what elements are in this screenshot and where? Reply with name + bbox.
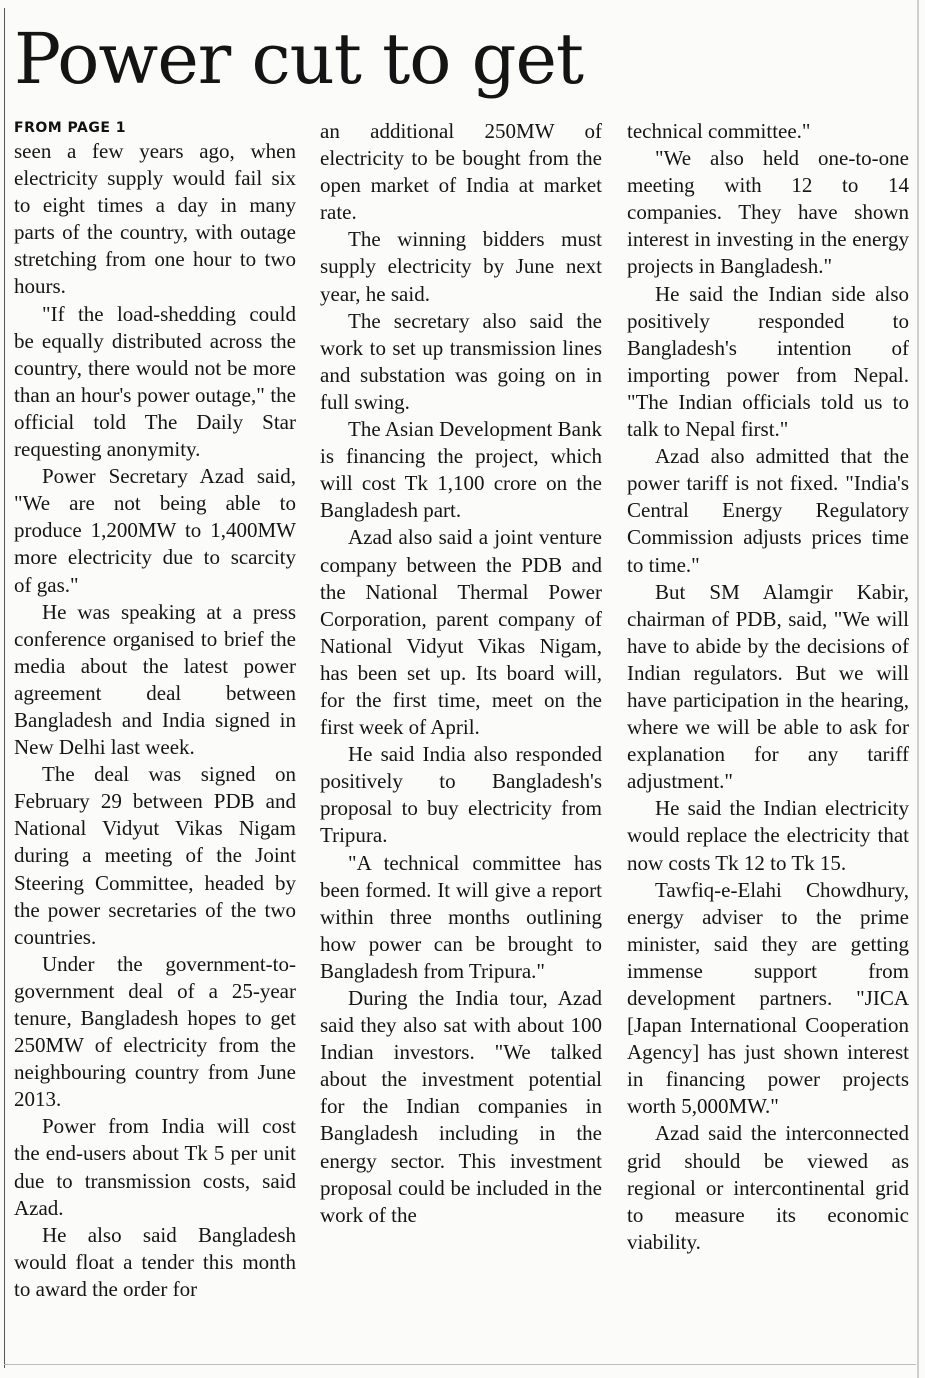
paragraph: Azad said the interconnected grid should be viewed as regional or intercontinental grid to measure its economic viability. <box>627 1121 909 1254</box>
from-page-kicker: FROM PAGE 1 <box>14 120 127 136</box>
paragraph: Under the government-to-government deal of a 25-year tenure, Bangladesh hopes to get 250MW of electricity from the neighbouring country from June 2013. <box>14 951 296 1112</box>
paragraph: seen a few years ago, when electricity supply would fail six to eight times a day in many parts of the country, with outage stretching from one hour to two hours. <box>14 139 296 299</box>
headline: Power cut to get <box>14 18 584 100</box>
bottom-rule <box>4 1364 916 1365</box>
article-column-2 <box>320 118 602 1229</box>
paragraph: technical committee." <box>627 119 811 143</box>
article-column-3 <box>627 118 909 1256</box>
paragraph: "A technical committee has been formed. It will give a report within three months outlining how power can be brought to Bangladesh from Tripura." <box>320 850 602 983</box>
paragraph: Tawfiq-e-Elahi Chowdhury, energy adviser to the prime minister, said they are getting immense support from development partners. "JICA [Japan International Cooperation Agency] has just shown interest in financing power projects worth 5,000MW." <box>627 877 909 1119</box>
paragraph: "We also held one-to-one meeting with 12 to 14 companies. They have shown interest in investing in the energy projects in Bangladesh." <box>627 146 909 279</box>
right-edge-rule <box>917 0 919 1378</box>
paragraph: He also said Bangladesh would float a tender this month to award the order for <box>14 1222 296 1301</box>
paragraph: Power from India will cost the end-users about Tk 5 per unit due to transmission costs, said Azad. <box>14 1114 296 1220</box>
paragraph: He said the Indian electricity would replace the electricity that now costs Tk 12 to Tk 15. <box>627 796 909 875</box>
paragraph: The Asian Development Bank is financing the project, which will cost Tk 1,100 crore on the Bangladesh part. <box>320 417 602 523</box>
paragraph: During the India tour, Azad said they also sat with about 100 Indian investors. "We talked about the investment potential for the Indian companies in Bangladesh including in the energy sector. This investment proposal could be included in the work of the <box>320 986 602 1227</box>
paragraph: The secretary also said the work to set up transmission lines and substation was going on in full swing. <box>320 308 602 414</box>
paragraph: Power Secretary Azad said, "We are not being able to produce 1,200MW to 1,400MW more electricity due to scarcity of gas." <box>14 464 296 597</box>
paragraph: "If the load-shedding could be equally distributed across the country, there would not be more than an hour's power outage," the official told The Daily Star requesting anonymity. <box>14 301 296 462</box>
paragraph: He said the Indian side also positively responded to Bangladesh's intention of importing power from Nepal. "The Indian officials told us to talk to Nepal first." <box>627 281 909 442</box>
paragraph: The winning bidders must supply electricity by June next year, he said. <box>320 227 602 306</box>
paragraph: Azad also said a joint venture company between the PDB and the National Thermal Power Corporation, parent company of National Vidyut Vikas Nigam, has been set up. Its board will, for the first time, meet on the first week of April. <box>320 525 602 740</box>
paragraph: Azad also admitted that the power tariff is not fixed. "India's Central Energy Regulatory Commission adjusts prices time to time." <box>627 444 909 577</box>
paragraph: He was speaking at a press conference organised to brief the media about the latest power agreement deal between Bangladesh and India signed in New Delhi last week. <box>14 599 296 760</box>
paragraph: He said India also responded positively to Bangladesh's proposal to buy electricity from Tripura. <box>320 742 602 848</box>
paragraph: The deal was signed on February 29 between PDB and National Vidyut Vikas Nigam during a meeting of the Joint Steering Committee, headed by the power secretaries of the two countries. <box>14 762 296 949</box>
left-column-rule <box>4 8 5 1368</box>
article-column-1 <box>14 118 296 1303</box>
paragraph: an additional 250MW of electricity to be bought from the open market of India at market rate. <box>320 119 602 225</box>
paragraph: But SM Alamgir Kabir, chairman of PDB, said, "We will have to abide by the decisions of Indian regulators. But we will have participation in the hearing, where we will be able to ask for explanation for any tariff adjustment." <box>627 579 909 794</box>
